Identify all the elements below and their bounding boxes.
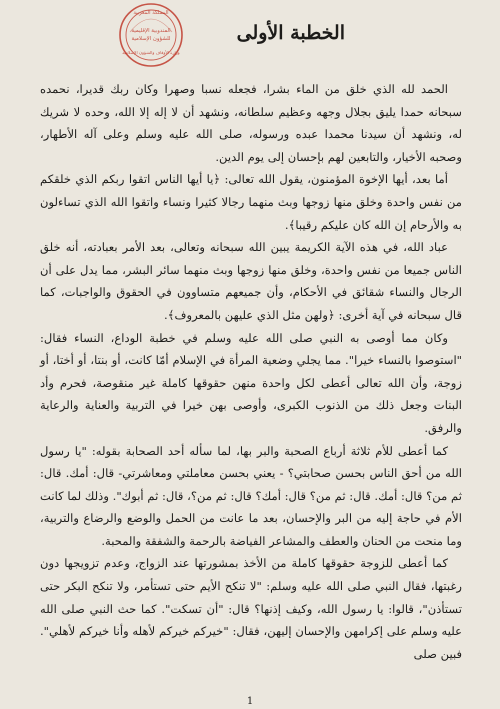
svg-text:وزارة الأوقاف والشؤون الإسلامي: وزارة الأوقاف والشؤون الإسلامية [122, 50, 180, 55]
sermon-title: الخطبة الأولى [236, 22, 345, 44]
page-number: 1 [246, 696, 254, 707]
svg-text:المندوبية الإقليمية: المندوبية الإقليمية [131, 28, 171, 34]
paragraph-quran-verse: أما بعد، أيها الإخوة المؤمنون، يقول الله تعالى: ﴿يا أيها الناس اتقوا ربكم الذي خلقكم من نفس واحدة وخلق منها زوجها وبث منهما رجالا كثيرا ونساء واتقوا الله الذي تساءلون به والأرحام إن الله كان عليكم رقيبا﴾. [40, 172, 462, 232]
paragraph-mother-rights: كما أعطى للأم ثلاثة أرباع الصحبة والبر بها، لما سأله أحد الصحابة بقوله: "يا رسول الله من أحق الناس بحسن صحابتي؟ - يعني بحسن معاملتي ومعاشرتي- قال: أمك. قال: ثم من؟ قال: أمك. قال: ثم من؟ قال: أمك؟ قال: ثم من؟، قال: ثم أبوك". وذلك لما كانت الأم في حاجة إليه من البر والإحسان، بعد ما عانت من الحمل والوضع والرضاع والتربية، وما منحت من الحنان والعطف والمشاعر الفياضة بالرحمة والشفقة والمحبة. [40, 443, 462, 548]
paragraph-farewell-sermon: وكان مما أوصى به النبي صلى الله عليه وسلم في خطبة الوداع، النساء فقال: "استوصوا بالنساء خيرا". مما يجلي وضعية المرأة في الإسلام أمّا كانت، أو بنتا، أو أختا، أو زوجة، وأن الله تعالى أعطى لكل واحدة منهن حقوقها كاملة غير منقوصة، فحرم وأد البنات وجعل ذلك من الذنوب الكبرى، وأوصى بهن خيرا في التربية والعناية والرعاية والرفق. [40, 330, 462, 435]
svg-text:للشؤون الإسلامية: للشؤون الإسلامية [131, 36, 171, 42]
svg-text:المملكة المغربية: المملكة المغربية [133, 10, 169, 16]
paragraph-verse-explanation: عباد الله، في هذه الآية الكريمة يبين الله سبحانه وتعالى، بعد الأمر بعبادته، أنه خلق الناس جميعا من نفس واحدة، وخلق منها زوجها وبث منهما سائر البشر، مما يدل على أن الرجال والنساء شقائق في الأحكام، وأن جميعهم متساوون في الحقوق والواجبات، كما قال سبحانه في آية أخرى: ﴿ولهن مثل الذي عليهن بالمعروف﴾. [40, 240, 462, 322]
paragraph-wife-rights: كما أعطى للزوجة حقوقها كاملة من الأخذ بمشورتها عند الزواج، وعدم تزويجها دون رغبتها، فقال النبي صلى الله عليه وسلم: "لا تنكح الأيم حتى تستأمر، ولا تنكح البكر حتى تستأذن"، قالوا: يا رسول الله، وكيف إذنها؟ قال: "أن تسكت". كما حث النبي صلى الله عليه وسلم على إكرامهن والإحسان إليهن، فقال: "خيركم خيركم لأهله وأنا خيركم لأهلي". فبين صلى [40, 556, 462, 661]
sermon-body [40, 78, 462, 665]
paragraph-opening-praise: الحمد لله الذي خلق من الماء بشرا، فجعله نسبا وصهرا وكان ربك قديرا، نحمده سبحانه حمدا يليق بجلال وجهه وعظيم سلطانه، ونشهد أن لا إله إلا الله، وحده لا شريك له، ونشهد أن سيدنا محمدا عبده ورسوله، صلى الله عليه وسلم وعلى آله الأطهار، وصحبه الأخيار، والتابعين لهم بإحسان إلى يوم الدين. [40, 82, 462, 164]
ministry-seal-stamp [118, 2, 184, 68]
